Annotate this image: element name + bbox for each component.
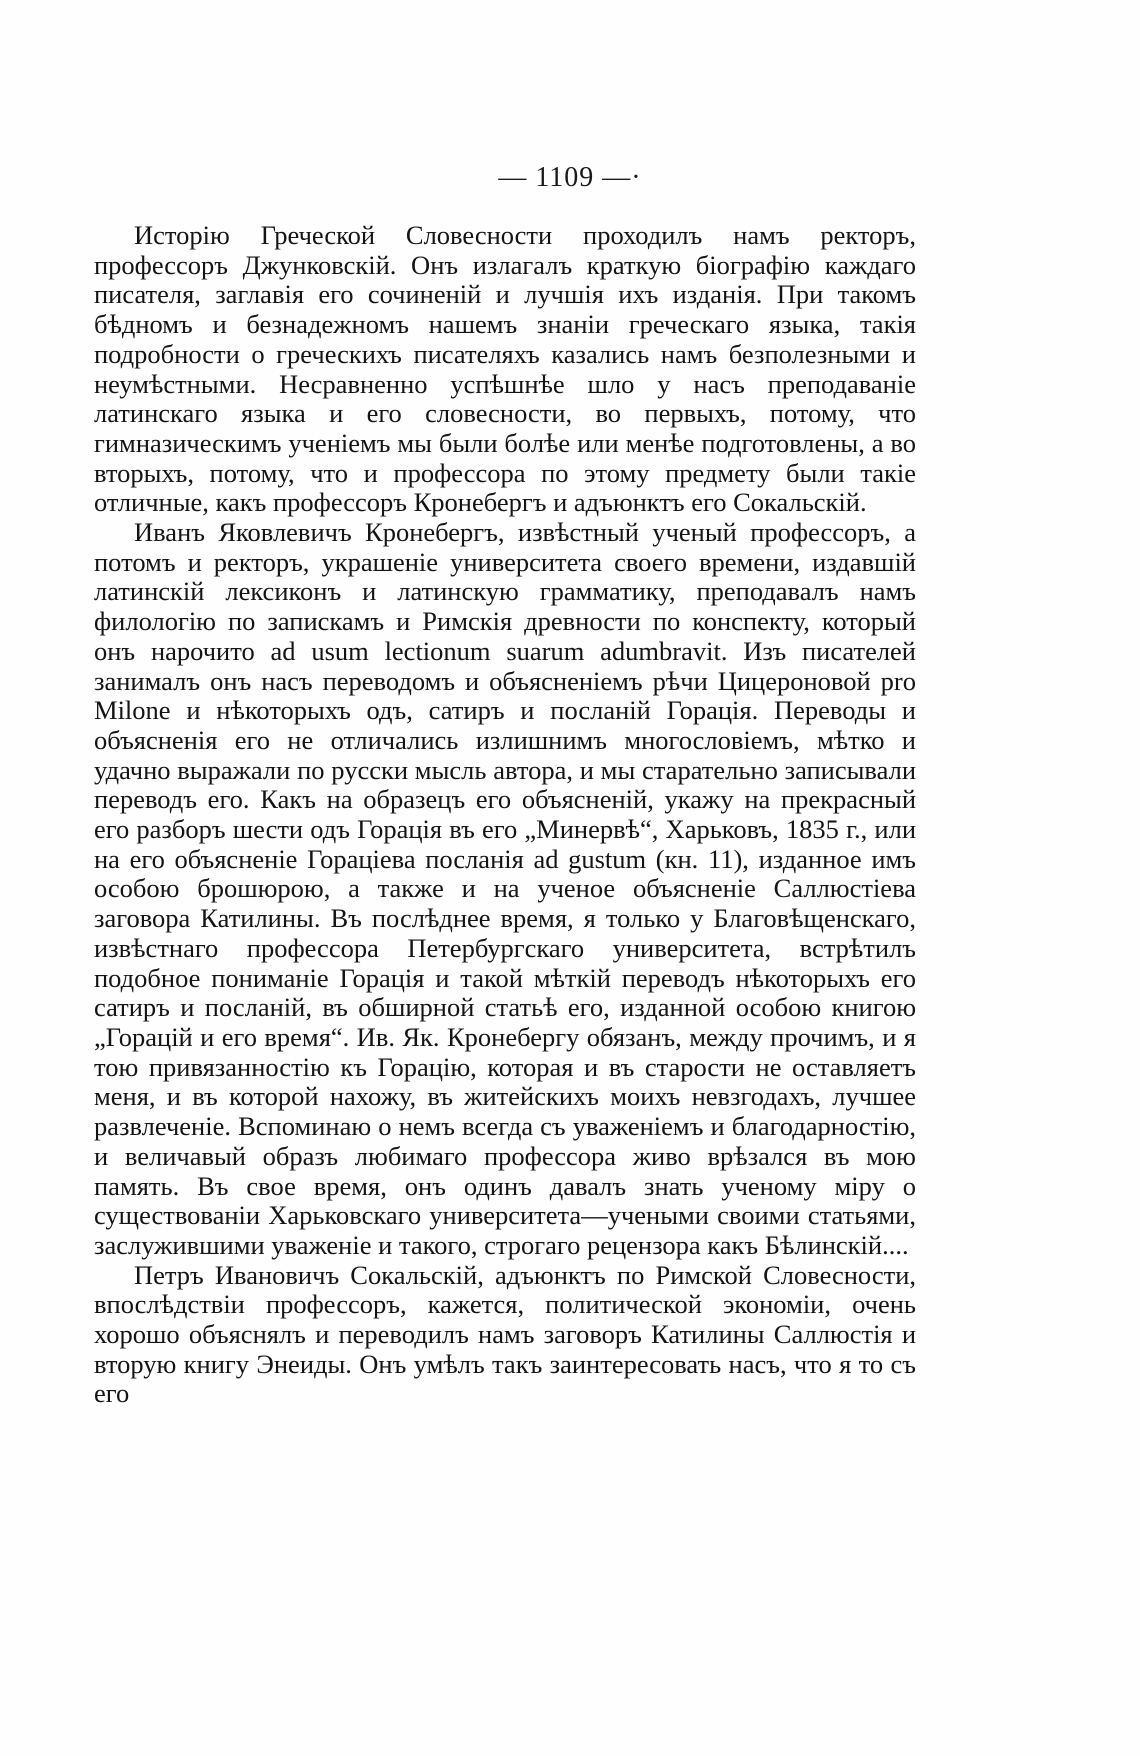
page-body-text	[94, 221, 916, 1409]
paragraph-sokalsky: Петръ Ивановичъ Сокальскій, адъюнктъ по Римской Словесности, впослѣдствіи профессоръ, кажется, политической экономіи, очень хорошо объяснялъ и переводилъ намъ заговоръ Катилины Саллюстія и вторую книгу Энеиды. Онъ умѣлъ такъ заинтересовать насъ, что я то съ его	[94, 1259, 916, 1409]
paragraph-kroneberg: Иванъ Яковлевичъ Кронебергъ, извѣстный ученый профессоръ, а потомъ и ректоръ, украшеніе университета своего времени, издавшій латинскій лексиконъ и латинскую грамматику, преподавалъ намъ филологію по запискамъ и Римскія древности по конспекту, который онъ нарочито ad usum lectionum suarum adumbravit. Изъ писателей занималъ онъ насъ переводомъ и объясненіемъ рѣчи Цицероновой pro Milone и нѣкоторыхъ одъ, сатиръ и посланій Горація. Переводы и объясненія его не отличались излишнимъ многословіемъ, мѣтко и удачно выражали по русски мысль автора, и мы старательно записывали переводъ его. Какъ на образецъ его объясненій, укажу на прекрасный его разборъ шести одъ Горація въ его „Минервѣ“, Харьковъ, 1835 г., или на его объясненіе Гораціева посланія ad gustum (кн. 11), изданное имъ особою брошюрою, а также и на ученое объясненіе Саллюстіева заговора Катилины. Въ послѣднее время, я только у Благовѣщенскаго, извѣстнаго профессора Петербургскаго университета, встрѣтилъ подобное пониманіе Горація и такой мѣткій переводъ нѣкоторыхъ его сатиръ и посланій, въ обширной статьѣ его, изданной особою книгою „Горацій и его время“. Ив. Як. Кронебергу обязанъ, между прочимъ, и я тою привязанностію къ Горацію, которая и въ старости не оставляетъ меня, и въ которой нахожу, въ житейскихъ моихъ невзгодахъ, лучшее развлеченіе. Вспоминаю о немъ всегда съ уваженіемъ и благодарностію, и величавый образъ любимаго профессора живо врѣзался въ мою память. Въ свое время, онъ одинъ давалъ знать ученому міру о существованіи Харьковскаго университета—учеными своими статьями, заслужившими уваженіе и такого, строгаго рецензора какъ Бѣлинскій....	[94, 517, 916, 1260]
page-number: — 1109 —·	[498, 162, 642, 193]
paragraph-greek-literature: Исторію Греческой Словесности проходилъ намъ ректоръ, профессоръ Джунковскій. Онъ излагалъ краткую біографію каждаго писателя, заглавія его сочиненій и лучшія ихъ изданія. При такомъ бѣдномъ и безнадежномъ нашемъ знаніи греческаго языка, такія подробности о греческихъ писателяхъ казались намъ безполезными и неумѣстными. Несравненно успѣшнѣе шло у насъ преподаваніе латинскаго языка и его словесности, во первыхъ, потому, что гимназическимъ ученіемъ мы были болѣе или менѣе подготовлены, а во вторыхъ, потому, что и профессора по этому предмету были такіе отличные, какъ профессоръ Кронебергъ и адъюнктъ его Сокальскій.	[94, 220, 916, 518]
